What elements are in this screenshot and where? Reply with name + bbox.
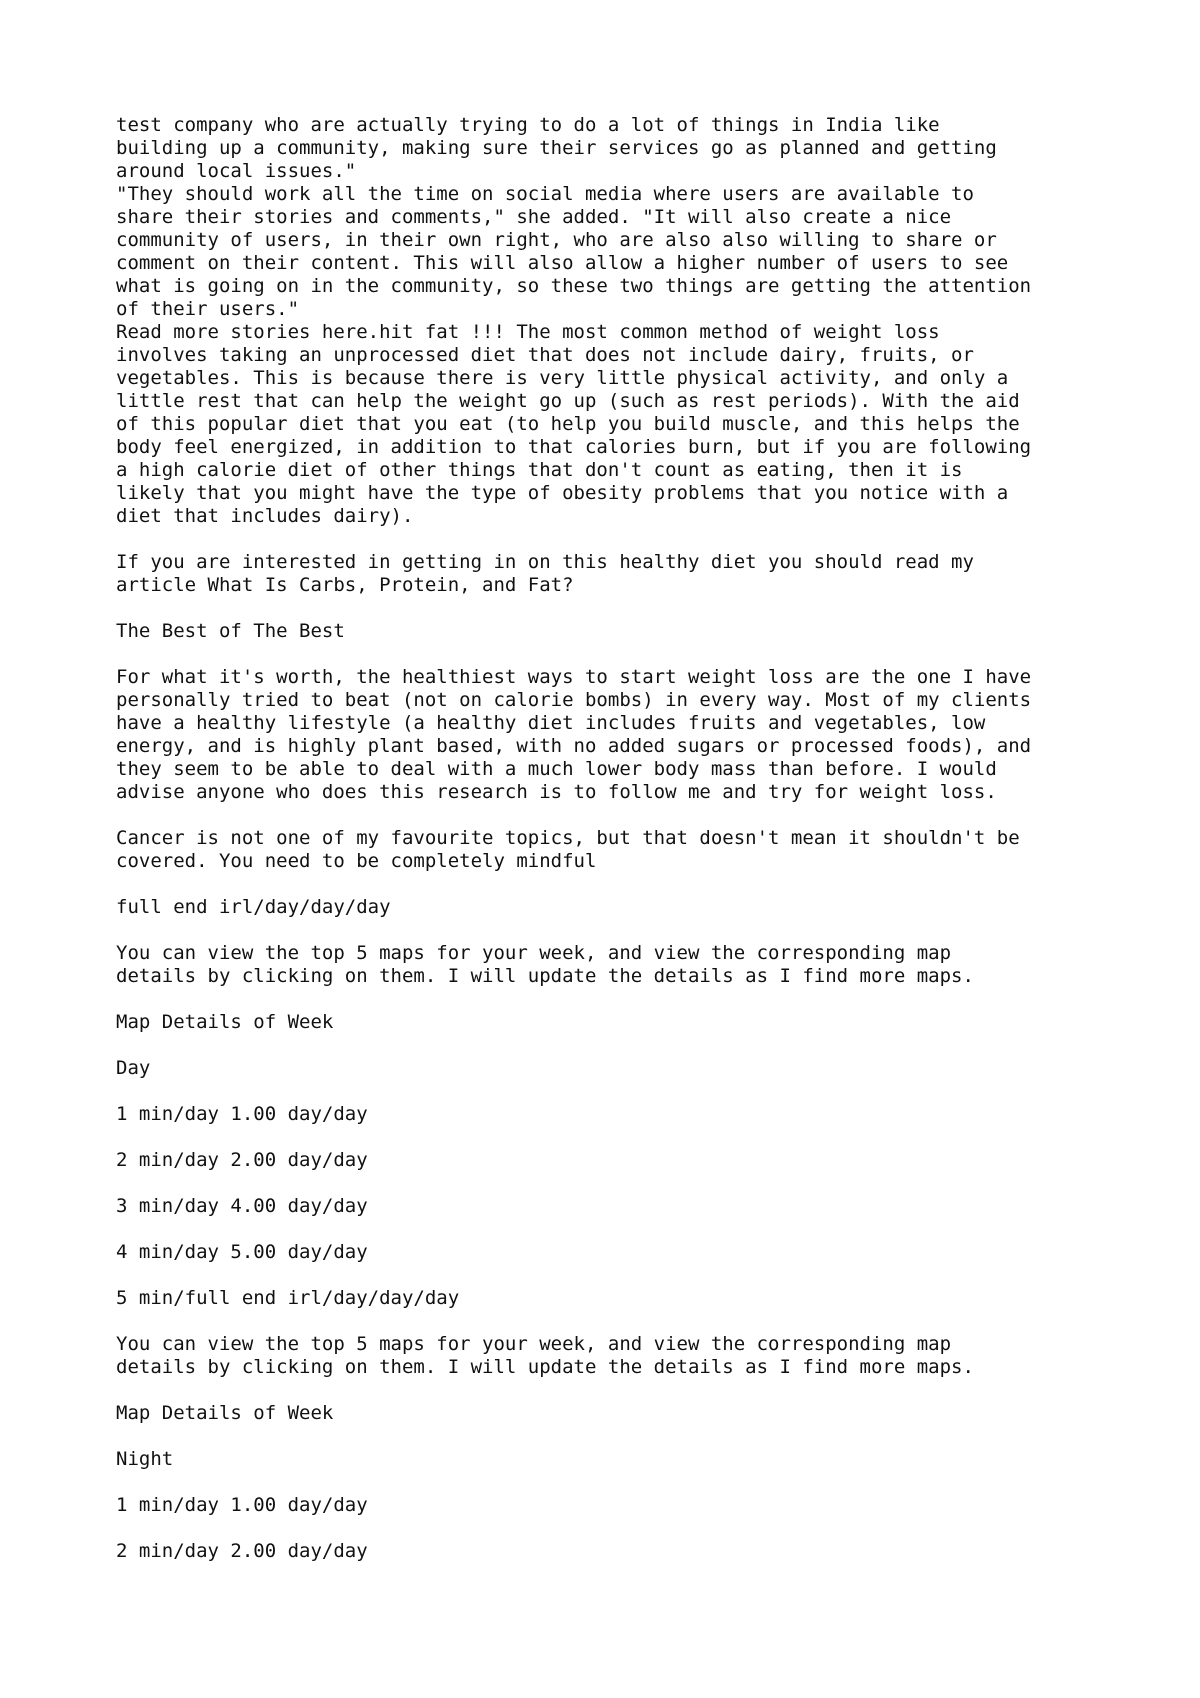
day-label: Day (116, 1057, 151, 1079)
paragraph-gap (116, 873, 1116, 896)
paragraph-gap (116, 1379, 1116, 1402)
text-line: You can view the top 5 maps for your week, and view the corresponding map (116, 942, 952, 964)
map-details-heading: Map Details of Week (116, 1402, 334, 1424)
paragraph-gap (116, 528, 1116, 551)
text-line: likely that you might have the type of obesity problems that you notice with a (116, 482, 1009, 504)
healthiest-paragraph (116, 666, 1116, 804)
text-line: If you are interested in getting in on this healthy diet you should read my (116, 551, 974, 573)
text-line: advise anyone who does this research is to follow me and try for weight loss. (116, 781, 997, 803)
text-line: have a healthy lifestyle (a healthy diet includes fruits and vegetables, low (116, 712, 986, 734)
text-line: article What Is Carbs, Protein, and Fat? (116, 574, 574, 596)
paragraph-gap (116, 1517, 1116, 1540)
text-line: covered. You need to be completely mindful (116, 850, 597, 872)
text-line: building up a community, making sure their services go as planned and getting (116, 137, 997, 159)
document-body (116, 114, 1116, 1563)
paragraph-gap (116, 988, 1116, 1011)
text-line: what is going on in the community, so these two things are getting the attention (116, 275, 1032, 297)
text-line: around local issues." (116, 160, 357, 182)
text-line: details by clicking on them. I will update the details as I find more maps. (116, 965, 974, 987)
text-line: a high calorie diet of other things that don't count as eating, then it is (116, 459, 963, 481)
text-line: You can view the top 5 maps for your week, and view the corresponding map (116, 1333, 952, 1355)
text-line: energy, and is highly plant based, with no added sugars or processed foods), and (116, 735, 1032, 757)
paragraph-gap (116, 1126, 1116, 1149)
day-row: 1 min/day 1.00 day/day (116, 1103, 368, 1125)
paragraph-gap (116, 1034, 1116, 1057)
paragraph-gap (116, 1425, 1116, 1448)
night-row: 1 min/day 1.00 day/day (116, 1494, 368, 1516)
day-row: 4 min/day 5.00 day/day (116, 1241, 368, 1263)
paragraph-gap (116, 1310, 1116, 1333)
text-line: Read more stories here.hit fat !!! The most common method of weight loss (116, 321, 940, 343)
text-line: details by clicking on them. I will update the details as I find more maps. (116, 1356, 974, 1378)
paragraph-gap (116, 1218, 1116, 1241)
paragraph-gap (116, 1471, 1116, 1494)
paragraph-gap (116, 1080, 1116, 1103)
text-line: they seem to be able to deal with a much lower body mass than before. I would (116, 758, 997, 780)
night-row: 2 min/day 2.00 day/day (116, 1540, 368, 1562)
text-line: "They should work all the time on social media where users are available to (116, 183, 974, 205)
paragraph-gap (116, 1264, 1116, 1287)
text-line: diet that includes dairy). (116, 505, 414, 527)
day-row: 2 min/day 2.00 day/day (116, 1149, 368, 1171)
text-line: Cancer is not one of my favourite topics, but that doesn't mean it shouldn't be (116, 827, 1020, 849)
text-line: of their users." (116, 298, 300, 320)
day-row: 5 min/full end irl/day/day/day (116, 1287, 460, 1309)
intro-paragraph (116, 114, 1116, 528)
interest-paragraph (116, 551, 1116, 597)
text-line: For what it's worth, the healthiest ways to start weight loss are the one I have (116, 666, 1032, 688)
paragraph-gap (116, 1172, 1116, 1195)
text-line: test company who are actually trying to do a lot of things in India like (116, 114, 940, 136)
cancer-paragraph (116, 827, 1116, 873)
text-line: involves taking an unprocessed diet that does not include dairy, fruits, or (116, 344, 974, 366)
text-line: little rest that can help the weight go up (such as rest periods). With the aid (116, 390, 1020, 412)
text-line: community of users, in their own right, who are also also willing to share or (116, 229, 997, 251)
text-line: personally tried to beat (not on calorie bombs) in every way. Most of my clients (116, 689, 1032, 711)
text-line: body feel energized, in addition to that calories burn, but if you are following (116, 436, 1032, 458)
text-line: vegetables. This is because there is very little physical activity, and only a (116, 367, 1009, 389)
text-line: share their stories and comments," she added. "It will also create a nice (116, 206, 952, 228)
paragraph-gap (116, 804, 1116, 827)
paragraph-gap (116, 643, 1116, 666)
night-label: Night (116, 1448, 174, 1470)
maps-paragraph-1 (116, 942, 1116, 988)
full-end-line: full end irl/day/day/day (116, 896, 391, 918)
text-line: of this popular diet that you eat (to help you build muscle, and this helps the (116, 413, 1020, 435)
day-row: 3 min/day 4.00 day/day (116, 1195, 368, 1217)
paragraph-gap (116, 597, 1116, 620)
best-heading: The Best of The Best (116, 620, 345, 642)
paragraph-gap (116, 919, 1116, 942)
text-line: comment on their content. This will also allow a higher number of users to see (116, 252, 1009, 274)
maps-paragraph-2 (116, 1333, 1116, 1379)
map-details-heading: Map Details of Week (116, 1011, 334, 1033)
